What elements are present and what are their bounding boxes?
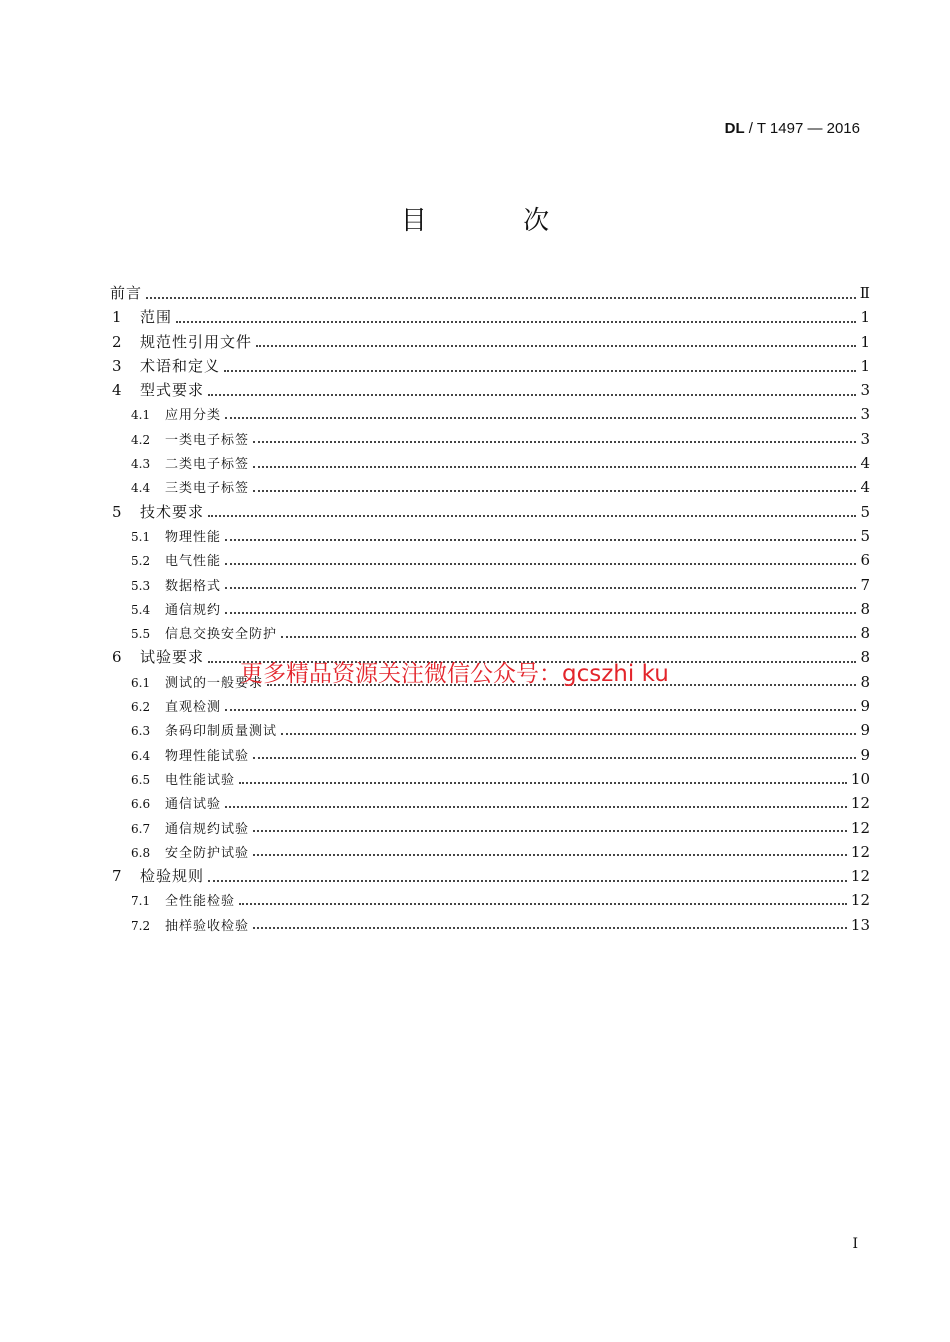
toc-entry-page: 12 bbox=[850, 891, 870, 910]
toc-entry-page: 4 bbox=[860, 478, 870, 497]
toc-entry-number: 5.3 bbox=[131, 578, 151, 593]
toc-entry-label: 电性能试验 bbox=[165, 772, 236, 788]
toc-entry-number: 5.2 bbox=[131, 554, 151, 569]
toc-entry-number: 4.3 bbox=[131, 457, 151, 472]
toc-entry-number: 6.7 bbox=[131, 821, 151, 836]
toc-entry[interactable] bbox=[110, 354, 870, 378]
toc-dot-leader bbox=[224, 359, 856, 374]
toc-dot-leader bbox=[225, 554, 856, 567]
toc-entry-number: 5.1 bbox=[131, 529, 151, 544]
toc-entry-label: 安全防护试验 bbox=[165, 845, 250, 861]
toc-entry-number: 6.5 bbox=[131, 772, 151, 787]
toc-entry-label: 二类电子标签 bbox=[165, 457, 250, 473]
toc-entry-page: 12 bbox=[850, 867, 870, 886]
toc-entry-label: 规范性引用文件 bbox=[140, 332, 253, 351]
toc-entry-number: 1 bbox=[112, 308, 122, 327]
toc-entry[interactable] bbox=[110, 378, 870, 402]
toc-entry[interactable] bbox=[110, 816, 870, 840]
toc-entry[interactable] bbox=[110, 791, 870, 815]
standard-prefix: DL bbox=[724, 120, 745, 137]
toc-entry-label: 通信规约试验 bbox=[165, 821, 250, 837]
page-title: 目 次 bbox=[400, 206, 594, 236]
toc-entry-number: 6 bbox=[112, 648, 122, 667]
toc-entry-label: 技术要求 bbox=[140, 502, 205, 521]
toc-entry-number: 6.2 bbox=[131, 700, 151, 715]
toc-entry-number: 5 bbox=[112, 502, 122, 521]
toc-dot-leader bbox=[225, 530, 856, 543]
toc-entry-page: 3 bbox=[860, 381, 870, 400]
toc-entry[interactable] bbox=[110, 281, 870, 305]
toc-entry-page: 12 bbox=[850, 794, 870, 813]
toc-entry[interactable] bbox=[110, 718, 870, 742]
toc-entry[interactable] bbox=[110, 913, 870, 937]
toc-entry-page: 4 bbox=[860, 454, 870, 473]
toc-entry-page: 13 bbox=[850, 915, 870, 934]
toc-dot-leader bbox=[208, 869, 847, 884]
toc-entry-page: 6 bbox=[860, 551, 870, 570]
toc-entry-number: 7.1 bbox=[131, 894, 151, 909]
toc-entry-number: 6.4 bbox=[131, 748, 151, 763]
toc-entry-page: 8 bbox=[860, 599, 870, 618]
toc-entry-number: 5.4 bbox=[131, 602, 151, 617]
toc-dot-leader bbox=[253, 821, 847, 834]
toc-entry-number: 4.1 bbox=[131, 408, 151, 423]
toc-dot-leader bbox=[225, 700, 856, 713]
toc-dot-leader bbox=[225, 603, 856, 616]
toc-entry-label: 直观检测 bbox=[165, 700, 222, 716]
toc-entry-label: 应用分类 bbox=[165, 408, 222, 424]
toc-entry[interactable] bbox=[110, 451, 870, 475]
toc-entry-page: 5 bbox=[860, 502, 870, 521]
toc-entry-label: 前言 bbox=[110, 284, 143, 302]
toc-dot-leader bbox=[256, 334, 856, 349]
table-of-contents bbox=[110, 281, 870, 937]
toc-entry-label: 条码印制质量测试 bbox=[165, 724, 278, 740]
toc-entry-page: 3 bbox=[860, 429, 870, 448]
toc-entry-label: 全性能检验 bbox=[165, 894, 236, 910]
toc-entry-label: 通信规约 bbox=[165, 602, 222, 618]
toc-entry[interactable] bbox=[110, 888, 870, 912]
toc-entry-page: 5 bbox=[860, 526, 870, 545]
toc-dot-leader bbox=[253, 845, 847, 858]
toc-entry-number: 2 bbox=[112, 332, 122, 351]
toc-dot-leader bbox=[176, 310, 856, 325]
toc-entry-number: 7.2 bbox=[131, 918, 151, 933]
toc-entry-label: 物理性能 bbox=[165, 529, 222, 545]
toc-entry-page: 9 bbox=[860, 721, 870, 740]
toc-entry[interactable] bbox=[110, 305, 870, 329]
toc-entry-number: 4.4 bbox=[131, 481, 151, 496]
toc-entry[interactable] bbox=[110, 500, 870, 524]
toc-entry[interactable] bbox=[110, 864, 870, 888]
toc-dot-leader bbox=[208, 383, 856, 398]
toc-entry[interactable] bbox=[110, 694, 870, 718]
toc-entry-page: 1 bbox=[860, 308, 870, 327]
toc-entry-page: 10 bbox=[850, 769, 870, 788]
toc-entry-page: 8 bbox=[860, 624, 870, 643]
toc-entry[interactable] bbox=[110, 402, 870, 426]
toc-entry-page: 1 bbox=[860, 356, 870, 375]
toc-dot-leader bbox=[239, 773, 847, 786]
toc-entry-label: 测试的一般要求 bbox=[165, 675, 264, 691]
toc-entry-label: 信息交换安全防护 bbox=[165, 627, 278, 643]
toc-entry-label: 物理性能试验 bbox=[165, 748, 250, 764]
toc-entry-number: 3 bbox=[112, 356, 122, 375]
toc-dot-leader bbox=[253, 432, 856, 445]
toc-entry-page: 9 bbox=[860, 697, 870, 716]
toc-entry[interactable] bbox=[110, 840, 870, 864]
toc-entry[interactable] bbox=[110, 548, 870, 572]
toc-entry-page: 9 bbox=[860, 745, 870, 764]
toc-entry-number: 7 bbox=[112, 867, 122, 886]
toc-dot-leader bbox=[146, 286, 856, 301]
toc-entry-page: Ⅱ bbox=[859, 284, 870, 302]
toc-dot-leader bbox=[281, 724, 856, 737]
toc-dot-leader bbox=[253, 457, 856, 470]
toc-entry-page: 12 bbox=[850, 818, 870, 837]
toc-entry-label: 数据格式 bbox=[165, 578, 222, 594]
toc-entry-page: 8 bbox=[860, 672, 870, 691]
standard-number: / T 1497 — 2016 bbox=[744, 120, 860, 137]
toc-entry-label: 抽样验收检验 bbox=[165, 918, 250, 934]
toc-entry-page: 12 bbox=[850, 842, 870, 861]
page-number: I bbox=[852, 1236, 858, 1252]
toc-dot-leader bbox=[281, 627, 856, 640]
toc-entry[interactable] bbox=[110, 475, 870, 499]
toc-dot-leader bbox=[253, 748, 856, 761]
toc-entry-number: 4.2 bbox=[131, 432, 151, 447]
toc-dot-leader bbox=[239, 894, 847, 907]
toc-dot-leader bbox=[225, 578, 856, 591]
toc-entry-page: 1 bbox=[860, 332, 870, 351]
toc-entry-page: 3 bbox=[860, 405, 870, 424]
toc-entry-number: 6.1 bbox=[131, 675, 151, 690]
toc-entry[interactable] bbox=[110, 597, 870, 621]
toc-entry[interactable] bbox=[110, 743, 870, 767]
watermark-text: 更多精品资源关注微信公众号：gcszhi ku bbox=[240, 661, 669, 687]
toc-entry[interactable] bbox=[110, 621, 870, 645]
toc-entry[interactable] bbox=[110, 330, 870, 354]
toc-entry-label: 型式要求 bbox=[140, 381, 205, 400]
toc-entry[interactable] bbox=[110, 767, 870, 791]
toc-dot-leader bbox=[225, 408, 856, 421]
toc-entry[interactable] bbox=[110, 524, 870, 548]
toc-entry-label: 范围 bbox=[140, 308, 173, 327]
toc-entry-number: 4 bbox=[112, 381, 122, 400]
toc-entry-number: 6.3 bbox=[131, 724, 151, 739]
toc-dot-leader bbox=[253, 481, 856, 494]
toc-entry-number: 5.5 bbox=[131, 627, 151, 642]
toc-entry-label: 三类电子标签 bbox=[165, 481, 250, 497]
toc-entry-number: 6.6 bbox=[131, 797, 151, 812]
standard-code bbox=[725, 120, 860, 137]
toc-entry-label: 一类电子标签 bbox=[165, 432, 250, 448]
toc-entry-page: 7 bbox=[860, 575, 870, 594]
toc-entry-label: 试验要求 bbox=[140, 648, 205, 667]
toc-dot-leader bbox=[208, 504, 856, 519]
toc-entry[interactable] bbox=[110, 573, 870, 597]
toc-entry-label: 电气性能 bbox=[165, 554, 222, 570]
toc-dot-leader bbox=[253, 918, 847, 931]
toc-entry-label: 检验规则 bbox=[140, 867, 205, 886]
toc-entry-page: 8 bbox=[860, 648, 870, 667]
toc-entry-number: 6.8 bbox=[131, 845, 151, 860]
toc-entry[interactable] bbox=[110, 427, 870, 451]
toc-entry-label: 术语和定义 bbox=[140, 356, 221, 375]
toc-entry-label: 通信试验 bbox=[165, 797, 222, 813]
toc-dot-leader bbox=[225, 797, 847, 810]
